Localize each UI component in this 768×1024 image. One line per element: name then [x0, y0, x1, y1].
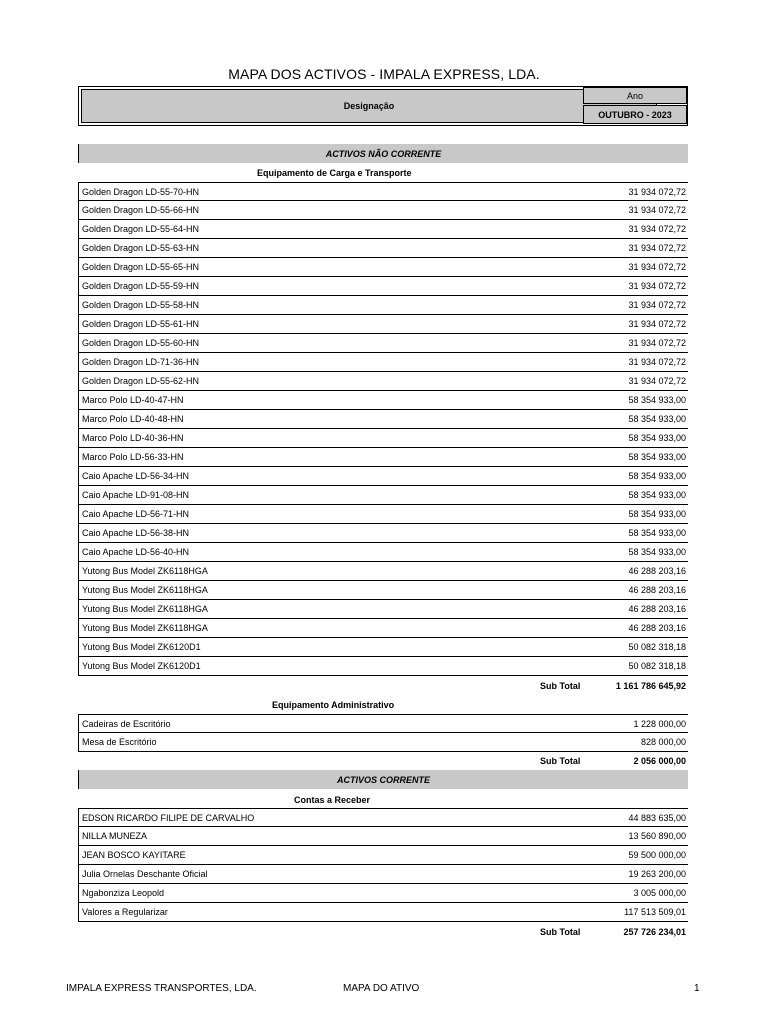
table-row: [78, 733, 688, 752]
subtotal-label: Sub Total: [540, 681, 581, 691]
row-value: 117 513 509,01: [624, 907, 686, 917]
subtotal-label: Sub Total: [540, 756, 581, 766]
table-row: [78, 334, 688, 353]
table-row: [78, 827, 688, 846]
row-value: 58 354 933,00: [628, 490, 686, 500]
subtotal-label: Sub Total: [540, 927, 581, 937]
table-row: [78, 372, 688, 391]
table-row: [78, 353, 688, 372]
row-designation: Golden Dragon LD-55-66-HN: [82, 205, 200, 215]
table-row: [78, 410, 688, 429]
group-title-receber: Contas a Receber: [294, 795, 371, 805]
row-value: 59 500 000,00: [628, 850, 686, 860]
row-value: 828 000,00: [640, 737, 686, 747]
header-box: [78, 86, 688, 126]
subtotal-carga: [78, 679, 688, 695]
table-row: [78, 258, 688, 277]
row-designation: NILLA MUNEZA: [82, 831, 148, 841]
row-designation: Caio Apache LD-91-08-HN: [82, 490, 190, 500]
table-row: [78, 865, 688, 884]
table-row: [78, 543, 688, 562]
designacao-header: Designação: [81, 89, 657, 123]
section-activos-nao-corrente: ACTIVOS NÃO CORRENTE: [78, 144, 688, 163]
row-designation: Golden Dragon LD-55-61-HN: [82, 319, 200, 329]
table-row: [78, 846, 688, 865]
row-designation: Marco Polo LD-56-33-HN: [82, 452, 184, 462]
row-value: 31 934 072,72: [628, 186, 686, 197]
periodo-header: OUTUBRO - 2023: [583, 105, 687, 124]
section-activos-corrente: ACTIVOS CORRENTE: [78, 770, 688, 789]
row-value: 46 288 203,16: [628, 566, 686, 576]
row-designation: Golden Dragon LD-55-64-HN: [82, 224, 200, 234]
row-designation: Golden Dragon LD-55-65-HN: [82, 262, 200, 272]
subtotal-value: 257 726 234,01: [623, 927, 686, 937]
row-value: 31 934 072,72: [628, 319, 686, 329]
row-value: 46 288 203,16: [628, 604, 686, 614]
subtotal-value: 1 161 786 645,92: [615, 681, 686, 691]
row-value: 50 082 318,18: [628, 661, 686, 671]
row-designation: Yutong Bus Model ZK6118HGA: [82, 623, 208, 633]
row-designation: Marco Polo LD-40-36-HN: [82, 433, 184, 443]
table-row: [78, 448, 688, 467]
row-designation: Marco Polo LD-40-48-HN: [82, 414, 184, 424]
row-value: 31 934 072,72: [628, 262, 686, 272]
group-title-admin: Equipamento Administrativo: [272, 700, 395, 710]
table-row: [78, 808, 688, 827]
row-designation: Golden Dragon LD-55-63-HN: [82, 243, 200, 253]
row-designation: Yutong Bus Model ZK6120D1: [82, 661, 201, 671]
row-value: 58 354 933,00: [628, 452, 686, 462]
table-carga: [78, 182, 688, 676]
row-value: 46 288 203,16: [628, 623, 686, 633]
row-value: 46 288 203,16: [628, 585, 686, 595]
table-row: [78, 600, 688, 619]
row-value: 50 082 318,18: [628, 642, 686, 652]
row-value: 13 560 890,00: [628, 831, 686, 841]
row-designation: Golden Dragon LD-71-36-HN: [82, 357, 200, 367]
subtotal-receber: [78, 925, 688, 941]
table-row: [78, 619, 688, 638]
subtotal-value: 2 056 000,00: [633, 756, 686, 766]
row-value: 31 934 072,72: [628, 281, 686, 291]
row-designation: JEAN BOSCO KAYITARE: [82, 850, 186, 860]
row-value: 58 354 933,00: [628, 547, 686, 557]
row-value: 58 354 933,00: [628, 395, 686, 405]
table-row: [78, 581, 688, 600]
table-row: [78, 486, 688, 505]
table-receber: [78, 808, 688, 922]
table-row: [78, 201, 688, 220]
table-admin: [78, 714, 688, 752]
row-value: 58 354 933,00: [628, 528, 686, 538]
row-value: 31 934 072,72: [628, 224, 686, 234]
row-value: 19 263 200,00: [628, 869, 686, 879]
row-designation: Golden Dragon LD-55-59-HN: [82, 281, 200, 291]
row-designation: Ngabonziza Leopold: [82, 888, 165, 898]
footer-doc: MAPA DO ATIVO: [343, 983, 420, 994]
row-designation: Caio Apache LD-56-38-HN: [82, 528, 190, 538]
subtotal-admin: [78, 754, 688, 770]
row-value: 31 934 072,72: [628, 338, 686, 348]
table-row: [78, 903, 688, 922]
footer-company: IMPALA EXPRESS TRANSPORTES, LDA.: [66, 983, 257, 994]
row-designation: Caio Apache LD-56-40-HN: [82, 547, 190, 557]
row-designation: Yutong Bus Model ZK6118HGA: [82, 585, 208, 595]
row-value: 31 934 072,72: [628, 205, 686, 215]
table-row: [78, 277, 688, 296]
row-designation: Yutong Bus Model ZK6118HGA: [82, 566, 208, 576]
page-title: MAPA DOS ACTIVOS - IMPALA EXPRESS, LDA.: [228, 66, 540, 82]
table-row: [78, 467, 688, 486]
row-designation: Yutong Bus Model ZK6120D1: [82, 642, 201, 652]
row-designation: Cadeiras de Escritório: [82, 718, 171, 729]
row-value: 31 934 072,72: [628, 376, 686, 386]
row-value: 31 934 072,72: [628, 357, 686, 367]
table-row: [78, 505, 688, 524]
row-value: 58 354 933,00: [628, 471, 686, 481]
row-value: 58 354 933,00: [628, 433, 686, 443]
group-title-carga: Equipamento de Carga e Transporte: [257, 168, 412, 178]
row-designation: Mesa de Escritório: [82, 737, 157, 747]
table-row: [78, 429, 688, 448]
row-designation: Golden Dragon LD-55-62-HN: [82, 376, 200, 386]
row-value: 58 354 933,00: [628, 414, 686, 424]
row-designation: Marco Polo LD-40-47-HN: [82, 395, 184, 405]
table-row: [78, 239, 688, 258]
table-row: [78, 296, 688, 315]
footer-page-number: 1: [694, 983, 700, 994]
row-value: 3 005 000,00: [633, 888, 686, 898]
row-designation: EDSON RICARDO FILIPE DE CARVALHO: [82, 812, 255, 823]
table-row: [78, 714, 688, 733]
row-designation: Julia Ornelas Deschante Oficial: [82, 869, 208, 879]
table-row: [78, 315, 688, 334]
row-value: 1 228 000,00: [633, 718, 686, 729]
row-value: 31 934 072,72: [628, 300, 686, 310]
table-row: [78, 220, 688, 239]
table-row: [78, 657, 688, 676]
ano-header: Ano: [583, 87, 687, 104]
row-designation: Caio Apache LD-56-34-HN: [82, 471, 190, 481]
row-designation: Valores a Regularizar: [82, 907, 168, 917]
table-row: [78, 884, 688, 903]
row-designation: Golden Dragon LD-55-58-HN: [82, 300, 200, 310]
row-value: 44 883 635,00: [628, 812, 686, 823]
row-designation: Golden Dragon LD-55-60-HN: [82, 338, 200, 348]
table-row: [78, 638, 688, 657]
row-value: 58 354 933,00: [628, 509, 686, 519]
row-value: 31 934 072,72: [628, 243, 686, 253]
row-designation: Caio Apache LD-56-71-HN: [82, 509, 190, 519]
table-row: [78, 391, 688, 410]
table-row: [78, 182, 688, 201]
row-designation: Golden Dragon LD-55-70-HN: [82, 186, 200, 197]
row-designation: Yutong Bus Model ZK6118HGA: [82, 604, 208, 614]
table-row: [78, 562, 688, 581]
table-row: [78, 524, 688, 543]
